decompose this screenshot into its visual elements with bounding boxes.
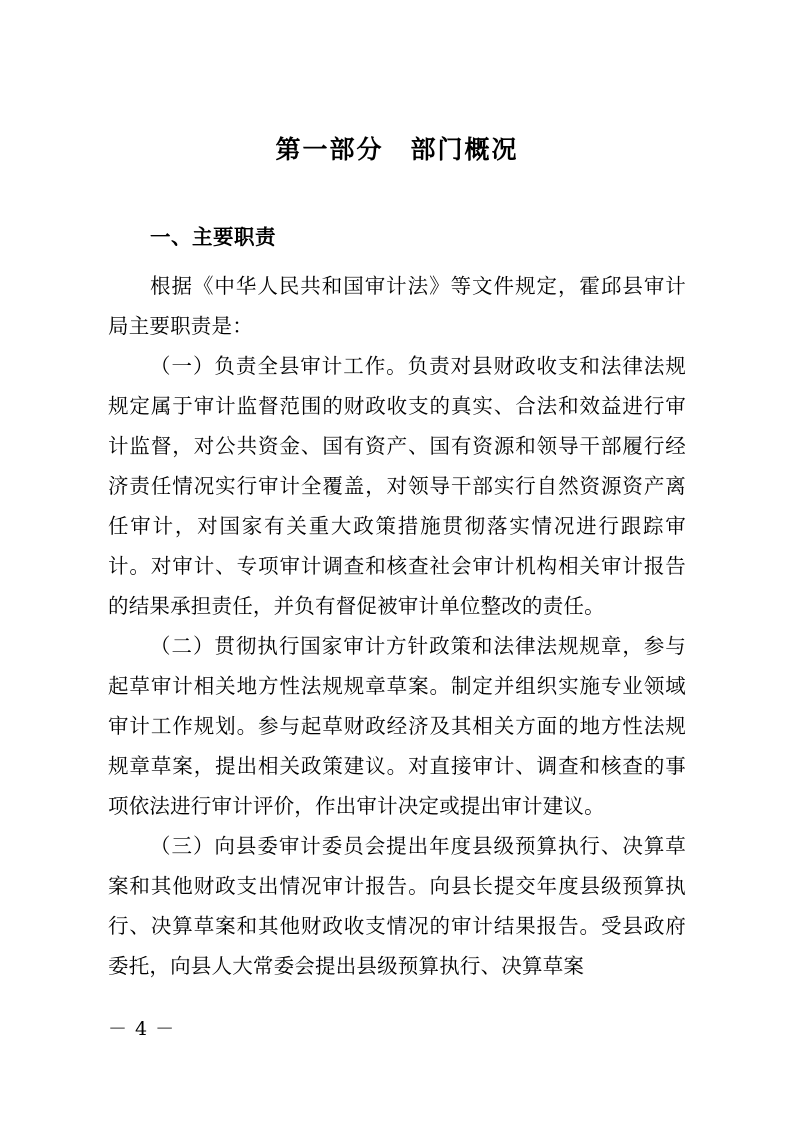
paragraph-item-3: （三）向县委审计委员会提出年度县级预算执行、决算草案和其他财政支出情况审计报告。向县长提交年度县级预算执行、决算草案和其他财政收支情况的审计结果报告。受县政府委托，向县人大常委会提出县级预算执行、决算草案: [108, 834, 686, 978]
page-title: 第一部分 部门概况: [275, 135, 519, 164]
paragraph-item-1: （一）负责全县审计工作。负责对县财政收支和法律法规规定属于审计监督范围的财政收支的真实、合法和效益进行审计监督，对公共资金、国有资产、国有资源和领导干部履行经济责任情况实行审计全覆盖，对领导干部实行自然资源资产离任审计，对国家有关重大政策措施贯彻落实情况进行跟踪审计。对审计、专项审计调查和核查社会审计机构相关审计报告的结果承担责任，并负有督促被审计单位整改的责任。: [108, 354, 686, 618]
page-content: [108, 120, 686, 986]
paragraph-item-2: （二）贯彻执行国家审计方针政策和法律法规规章，参与起草审计相关地方性法规规章草案。制定并组织实施专业领域审计工作规划。参与起草财政经济及其相关方面的地方性法规规章草案，提出相关政策建议。对直接审计、调查和核查的事项依法进行审计评价，作出审计决定或提出审计建议。: [108, 634, 686, 818]
section-heading-main-duties: 一、主要职责: [150, 225, 276, 249]
paragraph-intro: 根据《中华人民共和国审计法》等文件规定，霍邱县审计局主要职责是：: [108, 274, 686, 338]
page-number: － 4 －: [108, 1018, 176, 1040]
